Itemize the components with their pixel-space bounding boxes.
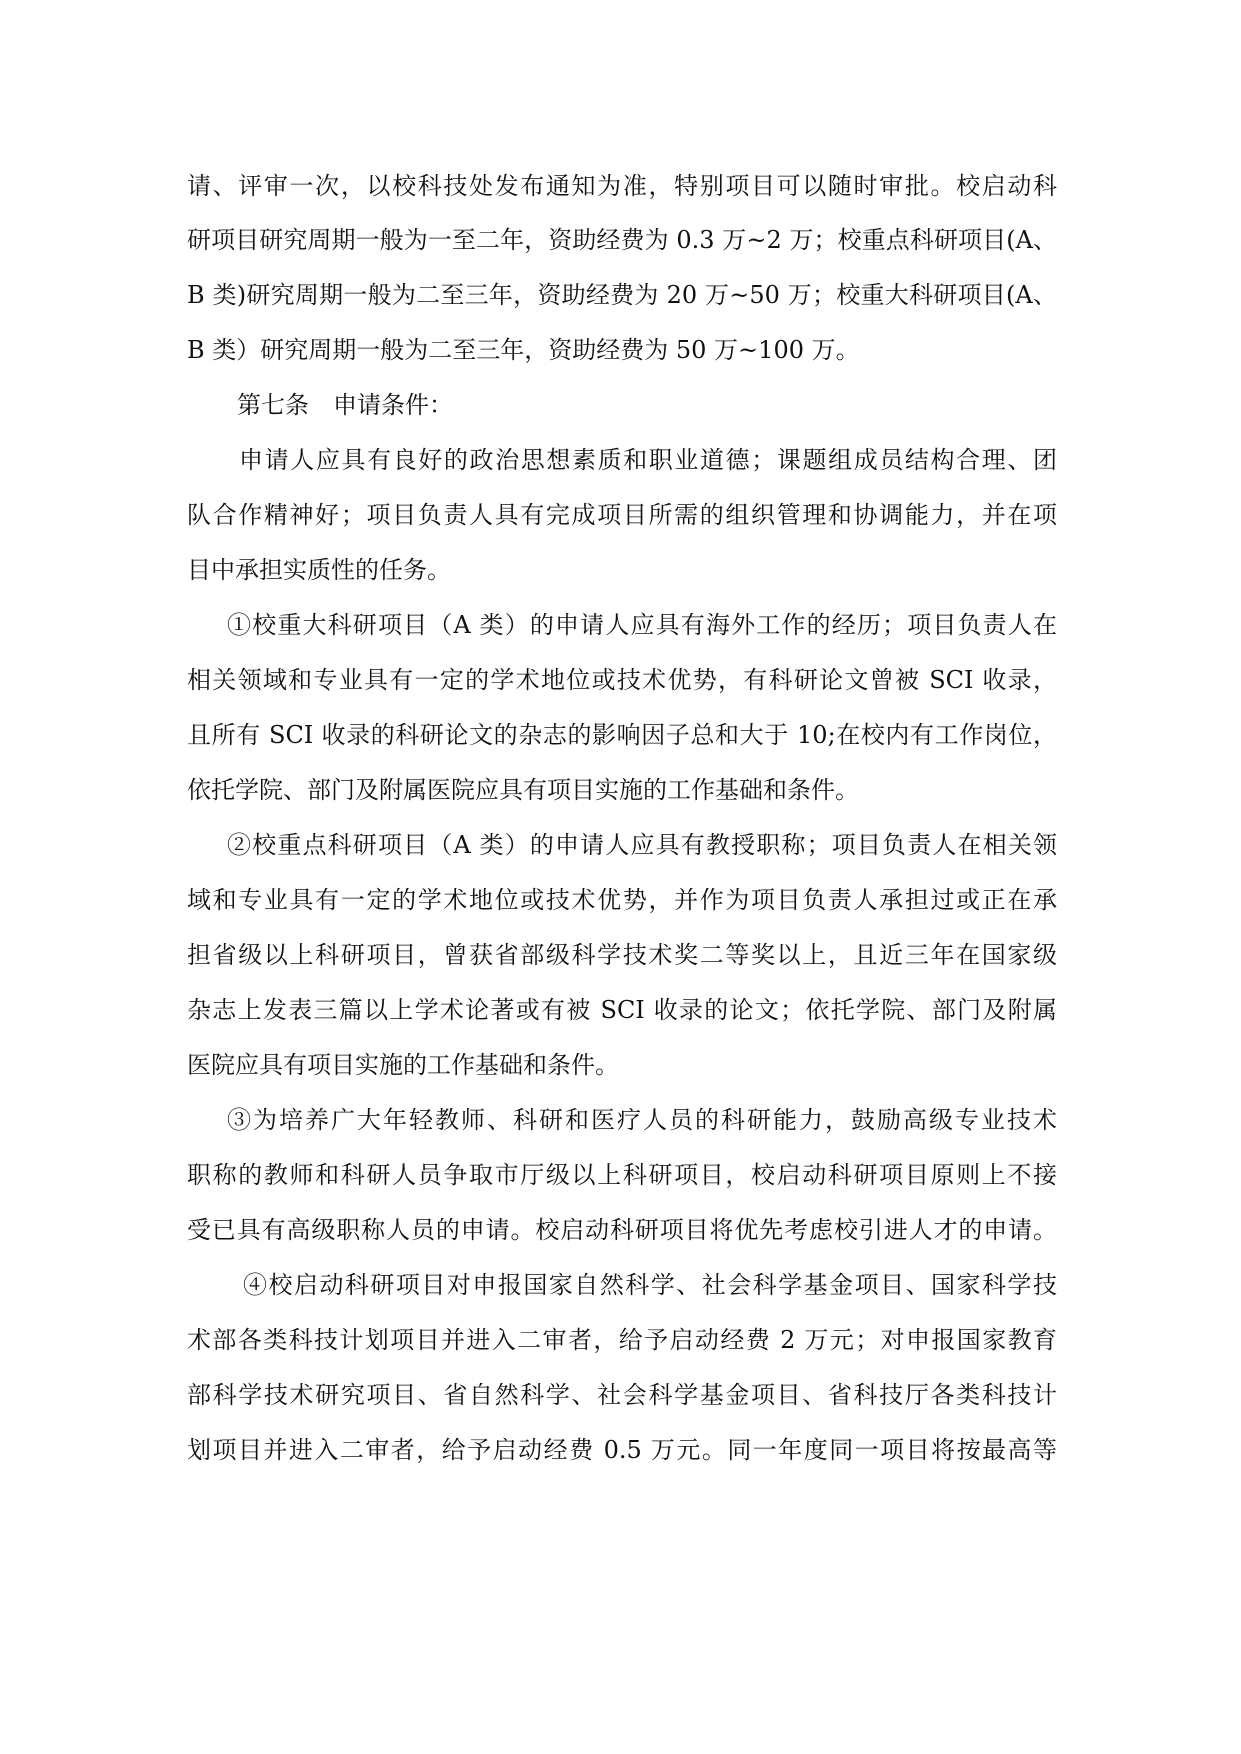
text-line-6: 申请人应具有良好的政治思想素质和职业道德；课题组成员结构合理、团 xyxy=(239,446,1057,474)
text-line-24: 划项目并进入二审者，给予启动经费 0.5 万元。同一年度同一项目将按最高等 xyxy=(187,1436,1057,1464)
text-line-23: 部科学技术研究项目、省自然科学、社会科学基金项目、省科技厅各类科技计 xyxy=(187,1381,1057,1409)
text-line-22: 术部各类科技计划项目并进入二审者，给予启动经费 2 万元；对申报国家教育 xyxy=(187,1326,1057,1354)
text-line-10: 相关领域和专业具有一定的学术地位或技术优势，有科研论文曾被 SCI 收录， xyxy=(187,666,1057,694)
text-line-11: 且所有 SCI 收录的科研论文的杂志的影响因子总和大于 10;在校内有工作岗位， xyxy=(187,721,1057,749)
text-line-20: 受已具有高级职称人员的申请。校启动科研项目将优先考虑校引进人才的申请。 xyxy=(187,1216,1057,1244)
text-line-19: 职称的教师和科研人员争取市厅级以上科研项目，校启动科研项目原则上不接 xyxy=(187,1161,1057,1189)
text-line-14: 域和专业具有一定的学术地位或技术优势，并作为项目负责人承担过或正在承 xyxy=(187,886,1057,914)
text-line-18: ③为培养广大年轻教师、科研和医疗人员的科研能力，鼓励高级专业技术 xyxy=(227,1106,1057,1134)
text-line-3: B 类)研究周期一般为二至三年，资助经费为 20 万~50 万；校重大科研项目(A、 xyxy=(187,281,1057,309)
article-heading: 第七条 申请条件： xyxy=(237,391,453,419)
text-line-4: B 类）研究周期一般为二至三年，资助经费为 50 万~100 万。 xyxy=(187,336,860,364)
text-line-21: ④校启动科研项目对申报国家自然科学、社会科学基金项目、国家科学技 xyxy=(243,1271,1057,1299)
text-line-15: 担省级以上科研项目，曾获省部级科学技术奖二等奖以上，且近三年在国家级 xyxy=(187,941,1057,969)
text-line-9: ①校重大科研项目（A 类）的申请人应具有海外工作的经历；项目负责人在 xyxy=(227,611,1057,639)
text-line-1: 请、评审一次，以校科技处发布通知为准，特别项目可以随时审批。校启动科 xyxy=(187,172,1057,200)
text-line-13: ②校重点科研项目（A 类）的申请人应具有教授职称；项目负责人在相关领 xyxy=(227,831,1057,859)
text-line-2: 研项目研究周期一般为一至二年，资助经费为 0.3 万~2 万；校重点科研项目(A、 xyxy=(187,226,1057,254)
text-line-16: 杂志上发表三篇以上学术论著或有被 SCI 收录的论文；依托学院、部门及附属 xyxy=(187,996,1057,1024)
text-line-8: 目中承担实质性的任务。 xyxy=(187,556,451,584)
text-line-12: 依托学院、部门及附属医院应具有项目实施的工作基础和条件。 xyxy=(187,776,859,804)
text-line-7: 队合作精神好；项目负责人具有完成项目所需的组织管理和协调能力，并在项 xyxy=(187,501,1057,529)
text-line-17: 医院应具有项目实施的工作基础和条件。 xyxy=(187,1051,619,1079)
